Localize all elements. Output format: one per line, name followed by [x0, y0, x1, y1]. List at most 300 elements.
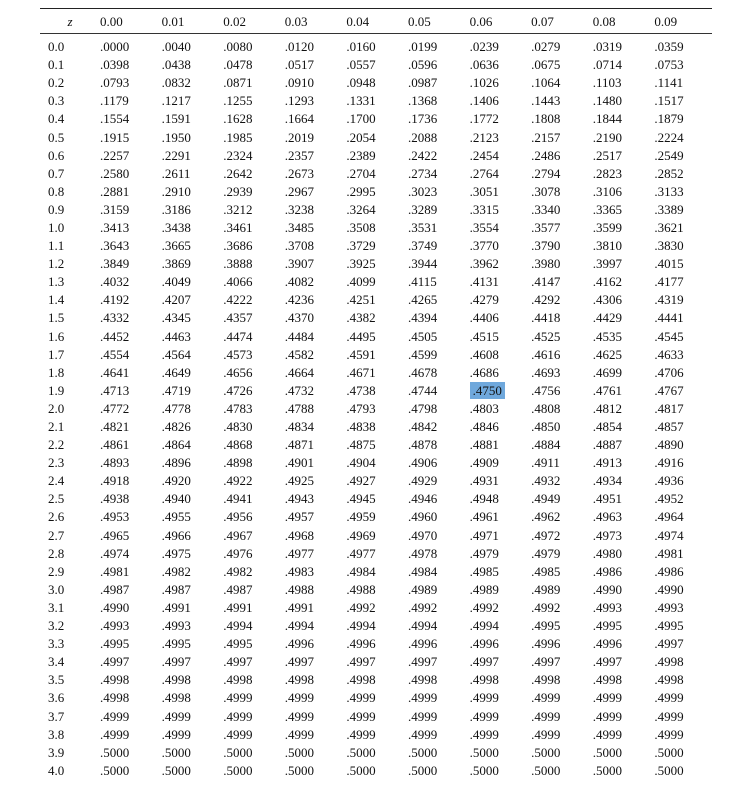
probability-cell: .2704: [346, 165, 376, 181]
probability-cell: .4713: [100, 382, 130, 398]
probability-cell: .4131: [469, 274, 499, 290]
probability-cell: .4949: [531, 491, 561, 507]
probability-cell: .4997: [407, 654, 438, 670]
z-value-cell: 2.1: [48, 419, 65, 435]
probability-cell: .2224: [654, 129, 684, 145]
probability-cell: .4788: [284, 400, 315, 416]
probability-cell: .4998: [161, 690, 191, 706]
probability-cell: .4999: [469, 708, 499, 724]
probability-cell: [466, 382, 528, 400]
probability-cell: .4995: [654, 618, 684, 634]
probability-cell: .4999: [284, 690, 315, 706]
probability-cell: .3849: [100, 256, 130, 272]
probability-cell: .4993: [654, 599, 684, 615]
probability-cell: .2794: [531, 165, 561, 181]
table-row: [40, 346, 712, 364]
probability-cell: .4969: [346, 527, 376, 543]
probability-cell: .3264: [346, 201, 376, 217]
probability-cell: .3238: [284, 201, 315, 217]
probability-cell: .3413: [100, 219, 130, 235]
probability-cell: .4554: [100, 346, 130, 362]
probability-cell: .4961: [469, 509, 499, 525]
probability-cell: .4999: [531, 708, 561, 724]
probability-cell: .1026: [469, 75, 499, 91]
probability-cell: .4641: [100, 364, 130, 380]
probability-cell: .4999: [407, 708, 438, 724]
probability-cell: .4957: [284, 509, 315, 525]
probability-cell: .5000: [592, 744, 622, 760]
probability-cell: .0478: [223, 57, 253, 73]
probability-cell: .4999: [223, 708, 253, 724]
probability-cell: .1517: [654, 93, 684, 109]
probability-cell: .4999: [346, 708, 376, 724]
probability-cell: .4463: [161, 328, 191, 344]
probability-cell: .3830: [654, 238, 684, 254]
probability-cell: .4997: [654, 636, 684, 652]
probability-cell: .3810: [592, 238, 622, 254]
probability-cell: .4429: [592, 310, 622, 326]
probability-cell: .1879: [654, 111, 684, 127]
probability-cell: .4881: [469, 437, 499, 453]
probability-cell: .0517: [284, 57, 315, 73]
probability-cell: .4292: [531, 292, 561, 308]
probability-cell: .4761: [592, 382, 622, 398]
table-header: [40, 12, 712, 32]
probability-cell: .5000: [654, 762, 684, 778]
probability-cell: .4999: [654, 708, 684, 724]
probability-cell: .4999: [407, 690, 438, 706]
z-value-cell: 2.6: [48, 509, 65, 525]
probability-cell: .4162: [592, 274, 622, 290]
z-value-cell: 3.7: [48, 708, 65, 724]
probability-cell: .4693: [531, 364, 561, 380]
probability-cell: .4992: [346, 599, 376, 615]
probability-cell: .5000: [161, 744, 191, 760]
probability-cell: .4732: [284, 382, 315, 398]
z-value-cell: 3.3: [48, 636, 65, 652]
probability-cell: .4812: [592, 400, 622, 416]
probability-cell: .4678: [407, 364, 438, 380]
probability-cell: .4357: [223, 310, 253, 326]
probability-cell: .5000: [469, 744, 499, 760]
probability-cell: .4394: [407, 310, 438, 326]
probability-cell: .4049: [161, 274, 191, 290]
table-row: [40, 744, 712, 762]
probability-cell: .4633: [654, 346, 684, 362]
probability-cell: .4990: [100, 599, 130, 615]
z-value-cell: 2.5: [48, 491, 65, 507]
probability-cell: .4983: [284, 563, 315, 579]
probability-cell: .1554: [100, 111, 130, 127]
probability-cell: .4998: [531, 672, 561, 688]
probability-cell: .3438: [161, 219, 191, 235]
probability-cell: .4803: [469, 400, 499, 416]
probability-cell: .3159: [100, 201, 130, 217]
z-value-cell: 1.3: [48, 274, 65, 290]
probability-cell: .4495: [346, 328, 376, 344]
probability-cell: .3340: [531, 201, 561, 217]
table-row: [40, 92, 712, 110]
probability-cell: .4970: [407, 527, 438, 543]
probability-cell: .4999: [469, 726, 499, 742]
probability-cell: .4982: [161, 563, 191, 579]
probability-cell: .2257: [100, 147, 130, 163]
probability-cell: .2324: [223, 147, 253, 163]
probability-cell: .1915: [100, 129, 130, 145]
probability-cell: .4625: [592, 346, 622, 362]
probability-cell: .2357: [284, 147, 315, 163]
probability-cell: .4999: [531, 690, 561, 706]
probability-cell: .4995: [531, 618, 561, 634]
probability-cell: .4973: [592, 527, 622, 543]
probability-cell: .2454: [469, 147, 499, 163]
z-value-cell: 0.2: [48, 75, 65, 91]
probability-cell: .1141: [654, 75, 684, 91]
z-value-cell: 3.8: [48, 726, 65, 742]
probability-cell: .4993: [100, 618, 130, 634]
probability-cell: .2764: [469, 165, 499, 181]
probability-cell: .0000: [100, 39, 130, 55]
column-header: 0.09: [654, 14, 678, 29]
probability-cell: .4932: [531, 473, 561, 489]
z-value-cell: 3.5: [48, 672, 65, 688]
probability-cell: .4916: [654, 455, 684, 471]
probability-cell: .2673: [284, 165, 315, 181]
probability-cell: .4955: [161, 509, 191, 525]
probability-cell: .4966: [161, 527, 191, 543]
probability-cell: .5000: [100, 744, 130, 760]
probability-cell: .5000: [161, 762, 191, 778]
probability-cell: .4793: [346, 400, 376, 416]
probability-cell: .1103: [592, 75, 622, 91]
table-row: [40, 635, 712, 653]
probability-cell: .3770: [469, 238, 499, 254]
probability-cell: .2157: [531, 129, 561, 145]
probability-cell: .4999: [223, 726, 253, 742]
probability-cell: .0120: [284, 39, 315, 55]
probability-cell: .4963: [592, 509, 622, 525]
probability-cell: .0438: [161, 57, 191, 73]
probability-cell: .4798: [407, 400, 438, 416]
probability-cell: .4951: [592, 491, 622, 507]
probability-cell: .5000: [346, 744, 376, 760]
probability-cell: .4850: [531, 419, 561, 435]
probability-cell: .4830: [223, 419, 253, 435]
probability-cell: .3106: [592, 183, 622, 199]
probability-cell: .4977: [346, 545, 376, 561]
probability-cell: .0714: [592, 57, 622, 73]
probability-cell: .4988: [346, 581, 376, 597]
probability-cell: .5000: [407, 744, 438, 760]
column-header: 0.03: [284, 14, 308, 29]
probability-cell: .3708: [284, 238, 315, 254]
probability-cell: .4999: [161, 726, 191, 742]
probability-cell: .4964: [654, 509, 684, 525]
z-value-cell: 2.3: [48, 455, 65, 471]
probability-cell: .3888: [223, 256, 253, 272]
probability-cell: .4834: [284, 419, 315, 435]
probability-cell: .4999: [654, 690, 684, 706]
probability-cell: .4994: [346, 618, 376, 634]
probability-cell: .4962: [531, 509, 561, 525]
probability-cell: .4997: [161, 654, 191, 670]
probability-cell: .3980: [531, 256, 561, 272]
probability-cell: .3186: [161, 201, 191, 217]
probability-cell: .4943: [284, 491, 315, 507]
probability-cell: .4875: [346, 437, 376, 453]
table-row: [40, 328, 712, 346]
probability-cell: .4868: [223, 437, 253, 453]
table-row: [40, 490, 712, 508]
column-header: 0.02: [223, 14, 246, 29]
probability-cell: .3665: [161, 238, 191, 254]
probability-cell: .4279: [469, 292, 499, 308]
probability-cell: .4992: [407, 599, 438, 615]
table-row: [40, 599, 712, 617]
table-row: [40, 508, 712, 526]
probability-cell: .4649: [161, 364, 191, 380]
probability-cell: .3389: [654, 201, 684, 217]
table-row: [40, 671, 712, 689]
table-row: [40, 527, 712, 545]
probability-cell: .4890: [654, 437, 684, 453]
probability-cell: .4177: [654, 274, 684, 290]
probability-cell: .4901: [284, 455, 315, 471]
probability-cell: .4998: [407, 672, 438, 688]
probability-cell: .0793: [100, 75, 130, 91]
table-row: [40, 147, 712, 165]
probability-cell: .2580: [100, 165, 130, 181]
probability-cell: .5000: [531, 762, 561, 778]
probability-cell: .4986: [654, 563, 684, 579]
probability-cell: .4582: [284, 346, 315, 362]
probability-cell: .5000: [531, 744, 561, 760]
probability-cell: .4999: [284, 708, 315, 724]
z-value-cell: 2.4: [48, 473, 65, 489]
probability-cell: .4015: [654, 256, 684, 272]
table-row: [40, 454, 712, 472]
probability-cell: .4332: [100, 310, 130, 326]
table-body: [40, 32, 712, 780]
probability-cell: .4898: [223, 455, 253, 471]
probability-cell: .4974: [654, 527, 684, 543]
probability-cell: .4032: [100, 274, 130, 290]
probability-cell: .4997: [531, 654, 561, 670]
table-row: [40, 273, 712, 291]
probability-cell: .4985: [469, 563, 499, 579]
probability-cell: .4997: [100, 654, 130, 670]
probability-cell: .4699: [592, 364, 622, 380]
probability-cell: .4987: [223, 581, 253, 597]
table-row: [40, 56, 712, 74]
probability-cell: .4306: [592, 292, 622, 308]
table-row: [40, 762, 712, 780]
table-row: [40, 418, 712, 436]
probability-cell: .4992: [469, 599, 499, 615]
probability-cell: .4999: [223, 690, 253, 706]
probability-cell: .4896: [161, 455, 191, 471]
probability-cell: .4441: [654, 310, 684, 326]
probability-cell: .2389: [346, 147, 376, 163]
probability-cell: .4608: [469, 346, 499, 362]
probability-cell: .4994: [284, 618, 315, 634]
probability-cell: .4996: [531, 636, 561, 652]
probability-cell: .4996: [592, 636, 622, 652]
table-row: [40, 653, 712, 671]
probability-cell: .3365: [592, 201, 622, 217]
probability-cell: .5000: [284, 762, 315, 778]
probability-cell: .4995: [223, 636, 253, 652]
z-value-cell: 1.6: [48, 328, 65, 344]
probability-cell: .4887: [592, 437, 622, 453]
probability-cell: .5000: [592, 762, 622, 778]
table-row: [40, 707, 712, 725]
column-header: 0.04: [346, 14, 370, 29]
probability-cell: .1255: [223, 93, 253, 109]
probability-cell: .4985: [531, 563, 561, 579]
probability-cell: .3315: [469, 201, 499, 217]
probability-cell: .4857: [654, 419, 684, 435]
probability-cell: .4998: [100, 690, 130, 706]
probability-cell: .2088: [407, 129, 438, 145]
probability-cell: .4772: [100, 400, 130, 416]
probability-cell: .3944: [407, 256, 438, 272]
probability-cell: .4991: [223, 599, 253, 615]
probability-cell: .4082: [284, 274, 315, 290]
probability-cell: .3508: [346, 219, 376, 235]
probability-cell: .2852: [654, 165, 684, 181]
probability-cell: .3599: [592, 219, 622, 235]
probability-cell: .4999: [407, 726, 438, 742]
probability-cell: .3461: [223, 219, 253, 235]
probability-cell: .1844: [592, 111, 622, 127]
probability-cell: .4925: [284, 473, 315, 489]
probability-cell: .4998: [346, 672, 376, 688]
probability-cell: .4938: [100, 491, 130, 507]
probability-cell: .2939: [223, 183, 253, 199]
probability-cell: .5000: [223, 762, 253, 778]
probability-cell: .4783: [223, 400, 253, 416]
table-row: [40, 183, 712, 201]
column-header: 0.08: [592, 14, 616, 29]
probability-cell: .0239: [469, 39, 499, 55]
probability-cell: .4965: [100, 527, 130, 543]
probability-cell: .4997: [592, 654, 622, 670]
probability-cell: .4505: [407, 328, 438, 344]
probability-cell: .4978: [407, 545, 438, 561]
column-header: 0.00: [100, 14, 123, 29]
probability-cell: .2549: [654, 147, 684, 163]
probability-cell: .0910: [284, 75, 315, 91]
table-row: [40, 545, 712, 563]
probability-cell: .0319: [592, 39, 622, 55]
probability-cell: .3289: [407, 201, 438, 217]
probability-cell: .4999: [346, 726, 376, 742]
probability-cell: .4987: [161, 581, 191, 597]
probability-cell: .0557: [346, 57, 376, 73]
table-row: [40, 201, 712, 219]
z-value-cell: 3.4: [48, 654, 65, 670]
probability-cell: .4664: [284, 364, 315, 380]
highlighted-value: .4750: [470, 382, 505, 399]
probability-cell: .4987: [100, 581, 130, 597]
column-header: 0.06: [469, 14, 493, 29]
table-row: [40, 309, 712, 327]
table-row: [40, 291, 712, 309]
probability-cell: .2019: [284, 129, 315, 145]
z-value-cell: 0.3: [48, 93, 65, 109]
probability-cell: .4984: [346, 563, 376, 579]
probability-cell: .4994: [469, 618, 499, 634]
probability-cell: .0040: [161, 39, 191, 55]
probability-cell: .4991: [161, 599, 191, 615]
probability-cell: .4941: [223, 491, 253, 507]
probability-cell: .4738: [346, 382, 376, 398]
probability-cell: .4936: [654, 473, 684, 489]
probability-cell: .4726: [223, 382, 253, 398]
probability-cell: .2291: [161, 147, 191, 163]
column-header: 0.01: [161, 14, 185, 29]
probability-cell: .3621: [654, 219, 684, 235]
probability-cell: .4808: [531, 400, 561, 416]
z-value-cell: 3.1: [48, 599, 65, 615]
table-row: [40, 563, 712, 581]
probability-cell: .4821: [100, 419, 130, 435]
z-value-cell: 1.5: [48, 310, 65, 326]
probability-cell: .4991: [284, 599, 315, 615]
probability-cell: .4545: [654, 328, 684, 344]
probability-cell: .1331: [346, 93, 376, 109]
probability-cell: .3023: [407, 183, 438, 199]
z-value-cell: 2.0: [48, 400, 65, 416]
probability-cell: .4599: [407, 346, 438, 362]
probability-cell: .1808: [531, 111, 561, 127]
probability-cell: .4846: [469, 419, 499, 435]
probability-cell: .4995: [100, 636, 130, 652]
probability-cell: .4990: [654, 581, 684, 597]
z-value-cell: 4.0: [48, 762, 65, 778]
z-value-cell: 0.8: [48, 183, 65, 199]
probability-cell: .3531: [407, 219, 438, 235]
probability-cell: .2881: [100, 183, 130, 199]
probability-cell: .4975: [161, 545, 191, 561]
probability-cell: .4893: [100, 455, 130, 471]
probability-cell: .4115: [407, 274, 437, 290]
probability-cell: .4484: [284, 328, 315, 344]
probability-cell: .4995: [592, 618, 622, 634]
probability-cell: .3577: [531, 219, 561, 235]
probability-cell: .1064: [531, 75, 561, 91]
probability-cell: .2422: [407, 147, 438, 163]
probability-cell: .4946: [407, 491, 438, 507]
probability-cell: .4931: [469, 473, 499, 489]
probability-cell: .4838: [346, 419, 376, 435]
probability-cell: .4719: [161, 382, 191, 398]
probability-cell: .1406: [469, 93, 499, 109]
probability-cell: .4452: [100, 328, 130, 344]
table-row: [40, 255, 712, 273]
probability-cell: .1950: [161, 129, 191, 145]
probability-cell: .4997: [469, 654, 499, 670]
probability-cell: .4998: [223, 672, 253, 688]
column-header: 0.07: [531, 14, 554, 29]
probability-cell: .4756: [531, 382, 561, 398]
z-value-cell: 0.7: [48, 165, 65, 181]
probability-cell: .3749: [407, 238, 438, 254]
table-row: [40, 237, 712, 255]
probability-cell: .4922: [223, 473, 253, 489]
probability-cell: .4904: [346, 455, 376, 471]
